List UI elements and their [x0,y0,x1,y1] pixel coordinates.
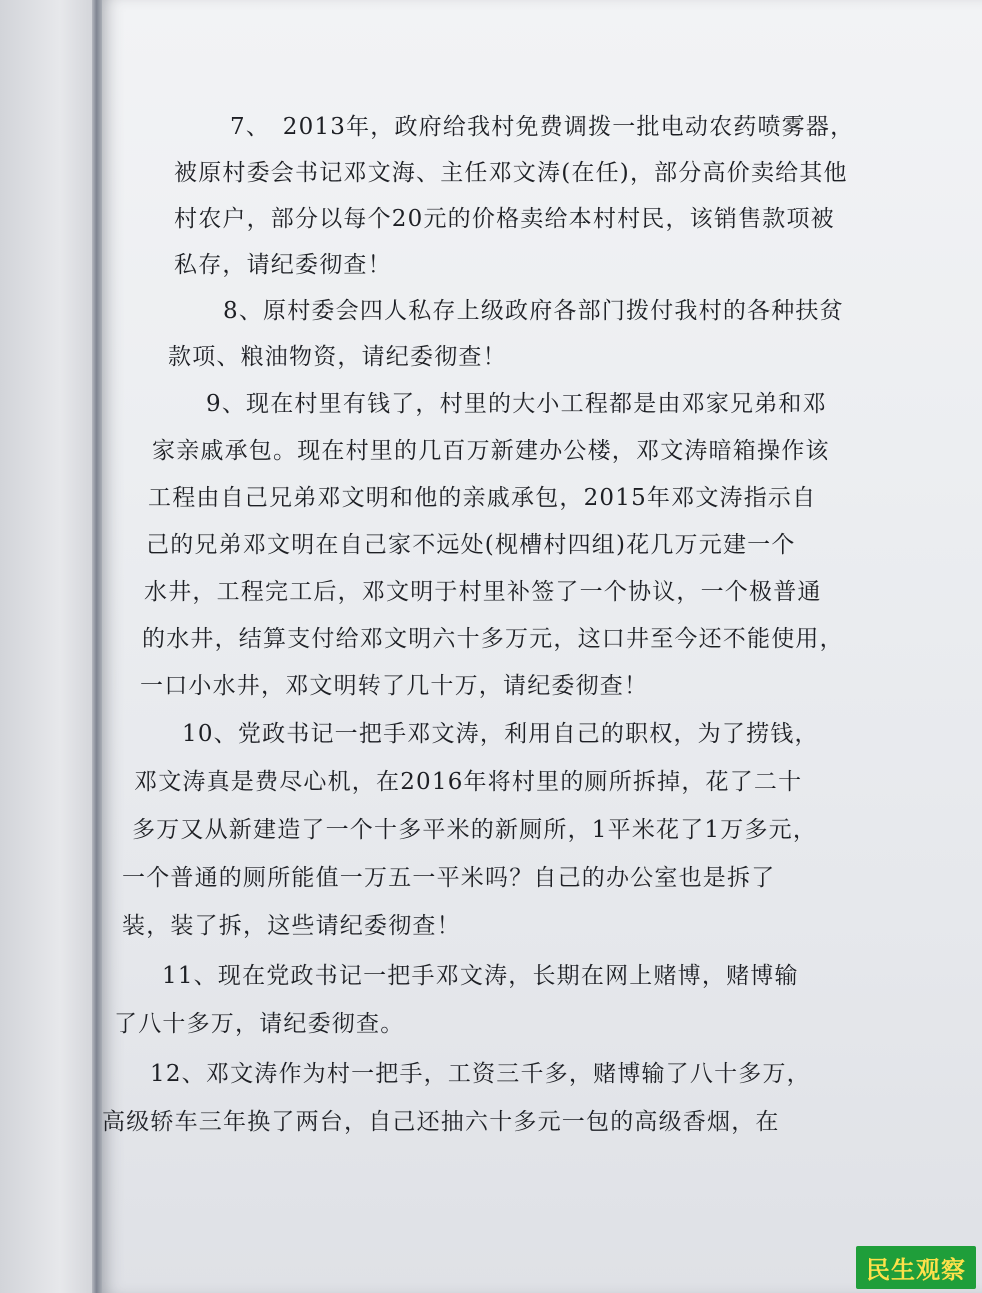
watermark-badge: 民生观察 [856,1246,976,1289]
item-7-line-3: 村农户，部分以每个20元的价格卖给本村村民，该销售款项被 [174,206,835,232]
item-8-line-1: 8、原村委会四人私存上级政府各部门拨付我村的各种扶贫 [223,298,844,324]
item-7-line-1: 7、 2013年，政府给我村免费调拨一批电动农药喷雾器， [230,114,855,140]
facing-page-edge [0,0,100,1293]
item-10-line-1: 10、党政书记一把手邓文涛，利用自己的职权，为了捞钱， [182,721,819,747]
item-11-line-2: 了八十多万，请纪委彻查。 [114,1011,405,1037]
item-10-line-2: 邓文涛真是费尽心机，在2016年将村里的厕所拆掉，花了二十 [134,769,803,795]
item-10-line-4: 一个普通的厕所能值一万五一平米吗？自己的办公室也是拆了 [122,865,776,891]
item-8-line-2: 款项、粮油物资，请纪委彻查！ [168,344,507,370]
item-7-line-4: 私存，请纪委彻查！ [174,252,392,278]
item-9-line-6: 的水井，结算支付给邓文明六十多万元，这口井至今还不能使用， [142,626,844,652]
item-9-line-2: 家亲戚承包。现在村里的几百万新建办公楼，邓文涛暗箱操作该 [152,438,830,464]
item-11-line-1: 11、现在党政书记一把手邓文涛，长期在网上赌博，赌博输 [162,963,799,989]
document-body [102,112,855,1138]
item-9-line-4: 己的兄弟邓文明在自己家不远处(枧槽村四组)花几万元建一个 [146,532,796,558]
item-9-line-3: 工程由自己兄弟邓文明和他的亲戚承包，2015年邓文涛指示自 [148,485,817,511]
binding-spine [92,0,102,1293]
item-7-line-2: 被原村委会书记邓文海、主任邓文涛(在任)，部分高价卖给其他 [174,160,848,186]
item-9-line-5: 水井，工程完工后，邓文明于村里补签了一个协议，一个极普通 [144,579,822,605]
item-9-line-1: 9、现在村里有钱了，村里的大小工程都是由邓家兄弟和邓 [206,391,827,417]
item-12-line-2: 高级轿车三年换了两台，自己还抽六十多元一包的高级香烟，在 [102,1109,780,1135]
item-9-line-7: 一口小水井，邓文明转了几十万，请纪委彻查！ [140,673,649,699]
item-12-line-1: 12、邓文涛作为村一把手，工资三千多，赌博输了八十多万， [150,1061,811,1087]
item-10-line-3: 多万又从新建造了一个十多平米的新厕所，1平米花了1万多元， [132,817,818,843]
item-10-line-5: 装，装了拆，这些请纪委彻查！ [122,913,461,939]
